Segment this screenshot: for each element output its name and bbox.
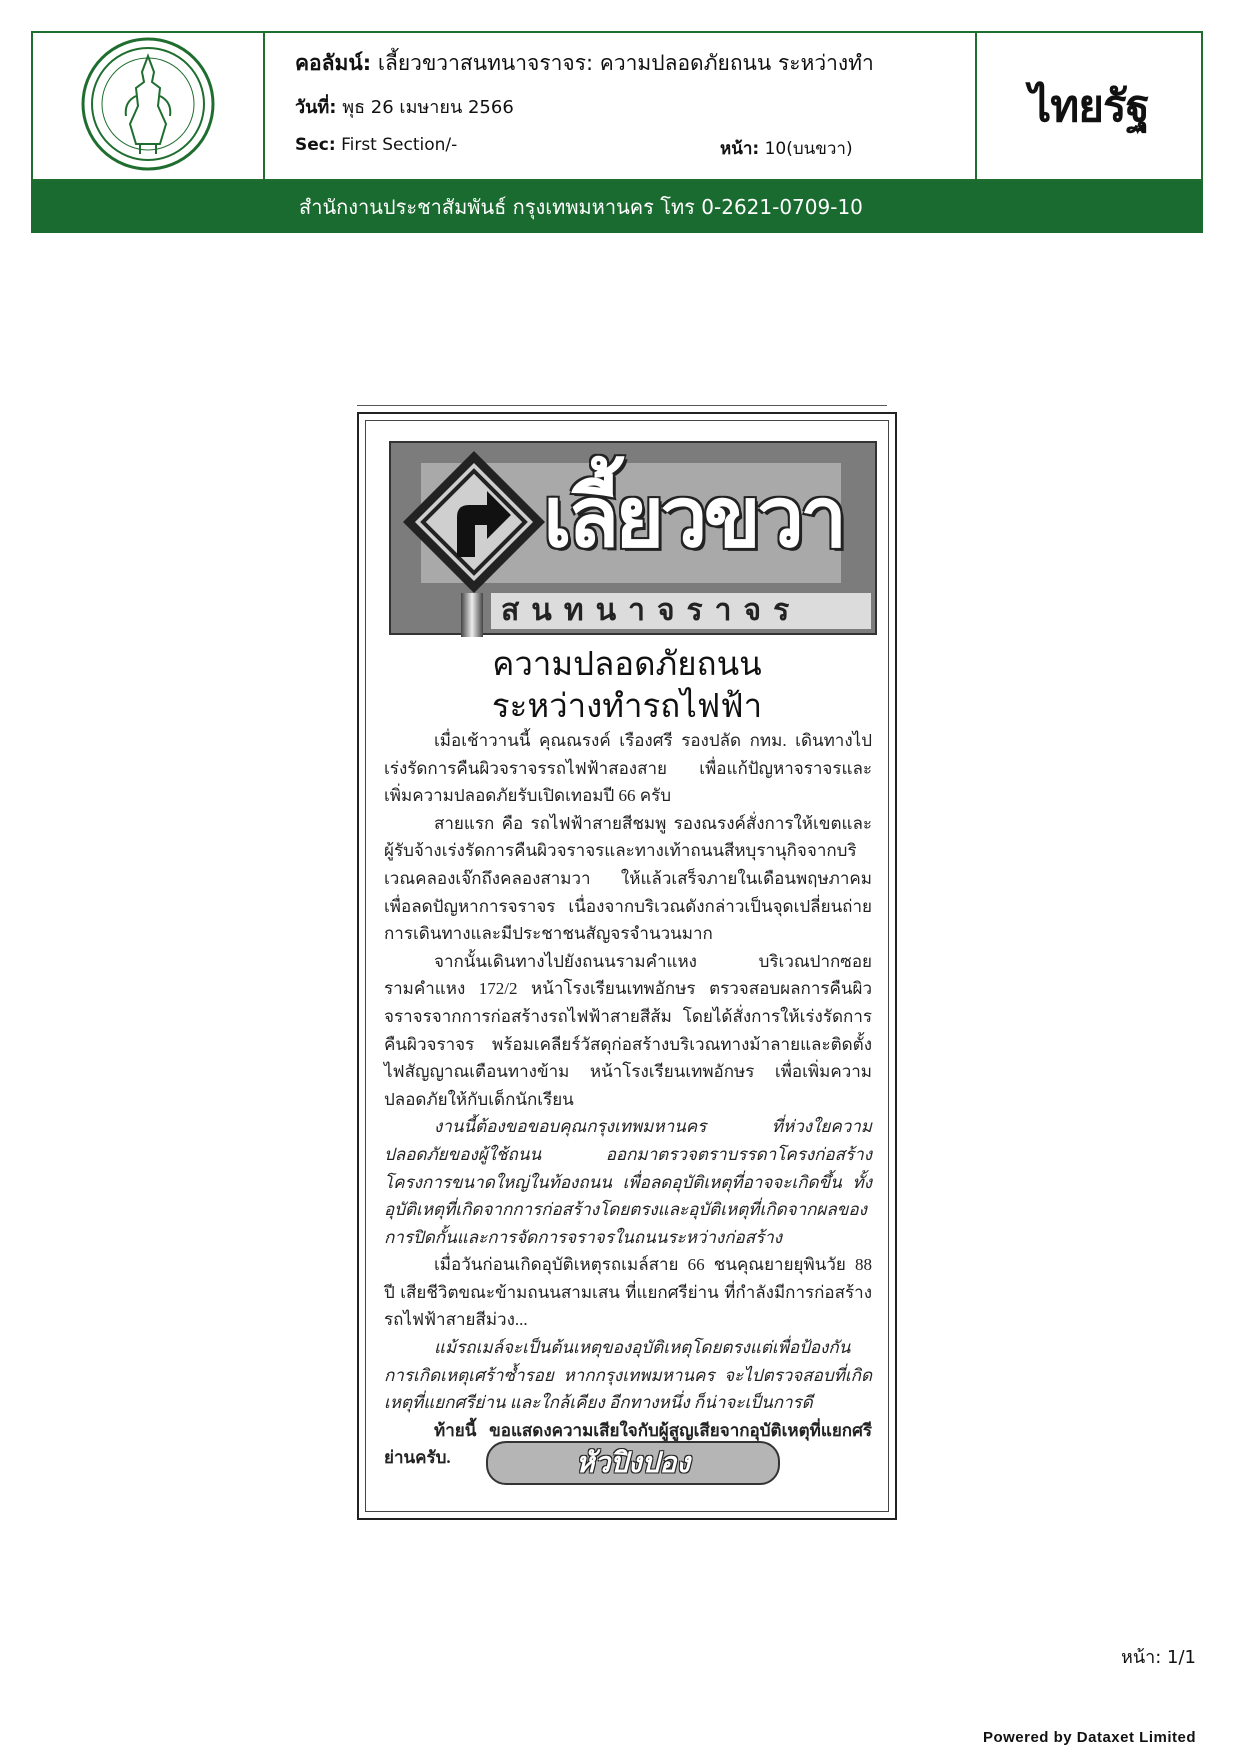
clipping-frame <box>365 420 889 1512</box>
logo-cell <box>33 33 265 179</box>
page-ref <box>720 135 853 162</box>
column-banner <box>389 441 877 635</box>
agency-text: สำนักงานประชาสัมพันธ์ กรุงเทพมหานคร โทร 0-2621-0709-10 <box>299 195 863 219</box>
banner-subtitle: สนทนาจราจร <box>491 593 871 629</box>
page-value: 10(บนขวา) <box>764 139 853 159</box>
column-value: เลี้ยวขวาสนทนาจราจร: ความปลอดภัยถนน ระหว่างทำ <box>377 51 874 75</box>
document-header <box>31 31 1203 181</box>
turn-right-sign-icon <box>399 447 549 601</box>
date-row <box>295 92 975 121</box>
news-clipping <box>357 412 897 1520</box>
paragraph: สายแรก คือ รถไฟฟ้าสายสีชมพู รองณรงค์สั่งการให้เขตและผู้รับจ้างเร่งรัดการคืนผิวจราจรและทางเท้าถนนสีหบุรานุกิจจากบริเวณคลองเจ๊กถึงคลองสามวา ให้แล้วเสร็จภายในเดือนพฤษภาคม เพื่อลดปัญหาการจราจร เนื่องจากบริเวณดังกล่าวเป็นจุดเปลี่ยนถ่ายการเดินทางและมีประชาชนสัญจรจำนวนมาก <box>384 813 872 944</box>
title-line-1: ความปลอดภัยถนน <box>492 644 762 683</box>
agency-bar <box>31 181 1203 233</box>
date-value: พุธ 26 เมษายน 2566 <box>342 97 514 118</box>
date-label: วันที่: <box>295 97 337 118</box>
paragraph: งานนี้ต้องขอขอบคุณกรุงเทพมหานคร ที่ห่วงใยความปลอดภัยของผู้ใช้ถนน ออกมาตรวจตราบรรดาโครงก่อสร้างโครงการขนาดใหญ่ในท้องถนน เพื่อลดอุบัติเหตุที่อาจจะเกิดขึ้น ทั้งอุบัติเหตุที่เกิดจากการก่อสร้างโดยตรงและอุบัติเหตุที่เกิดจากผลของการปิดกั้นและการจัดการจราจรในถนนระหว่างก่อสร้าง <box>384 1117 872 1247</box>
bangkok-seal-icon <box>80 36 216 176</box>
title-line-2: ระหว่างทำรถไฟฟ้า <box>491 686 763 725</box>
sign-pole <box>461 593 483 637</box>
paragraph: เมื่อเช้าวานนี้ คุณณรงค์ เรืองศรี รองปลัด กทม. เดินทางไปเร่งรัดการคืนผิวจราจรรถไฟฟ้าสองสาย เพื่อแก้ปัญหาจราจรและเพิ่มความปลอดภัยรับเปิดเทอมปี 66 ครับ <box>384 731 872 806</box>
clip-metadata <box>265 33 977 179</box>
newspaper-cell <box>977 33 1201 179</box>
section-row <box>295 135 975 159</box>
article-body <box>384 727 872 1472</box>
page-counter: หน้า: 1/1 <box>1120 1647 1196 1668</box>
newspaper-name: ไทยรัฐ <box>1029 81 1149 132</box>
paragraph: เมื่อวันก่อนเกิดอุบัติเหตุรถเมล์สาย 66 ชนคุณยายยุพินวัย 88 ปี เสียชีวิตขณะข้ามถนนสามเสน ที่แยกศรีย่าน ที่กำลังมีการก่อสร้างรถไฟฟ้าสายสีม่วง... <box>384 1255 872 1330</box>
column-row <box>295 47 975 80</box>
paragraph: แม้รถเมล์จะเป็นต้นเหตุของอุบัติเหตุโดยตรงแต่เพื่อป้องกันการเกิดเหตุเศร้าซ้ำรอย หากกรุงเทพมหานคร จะไปตรวจสอบที่เกิดเหตุที่แยกศรีย่าน และใกล้เคียง อีกทางหนึ่ง ก็น่าจะเป็นการดี <box>384 1338 872 1413</box>
paragraph: จากนั้นเดินทางไปยังถนนรามคำแหง บริเวณปากซอยรามคำแหง 172/2 หน้าโรงเรียนเทพอักษร ตรวจสอบผลการคืนผิวจราจรจากการก่อสร้างรถไฟฟ้าสายสีส้ม โดยได้สั่งการให้เร่งรัดการคืนผิวจราจร พร้อมเคลียร์วัสดุก่อสร้างบริเวณทางม้าลายและติดตั้งไฟสัญญาณเตือนทางข้าม หน้าโรงเรียนเทพอักษร เพื่อเพิ่มความปลอดภัยให้กับเด็กนักเรียน <box>384 951 872 1109</box>
banner-title: เลี้ยวขวา <box>543 468 844 566</box>
section-value: First Section/- <box>341 135 458 155</box>
author-byline: หัวปิงปอง <box>486 1441 780 1485</box>
clip-top-rule <box>357 405 887 406</box>
page-label: หน้า: <box>720 139 760 159</box>
article-title <box>366 643 888 727</box>
column-label: คอลัมน์: <box>295 51 372 75</box>
powered-by: Powered by Dataxet Limited <box>982 1729 1196 1746</box>
section-label: Sec: <box>295 135 336 155</box>
paragraph: ท้ายนี้ ขอแสดงความเสียใจกับผู้สูญเสียจากอุบัติเหตุที่แยกศรีย่านครับ. <box>384 1420 872 1468</box>
